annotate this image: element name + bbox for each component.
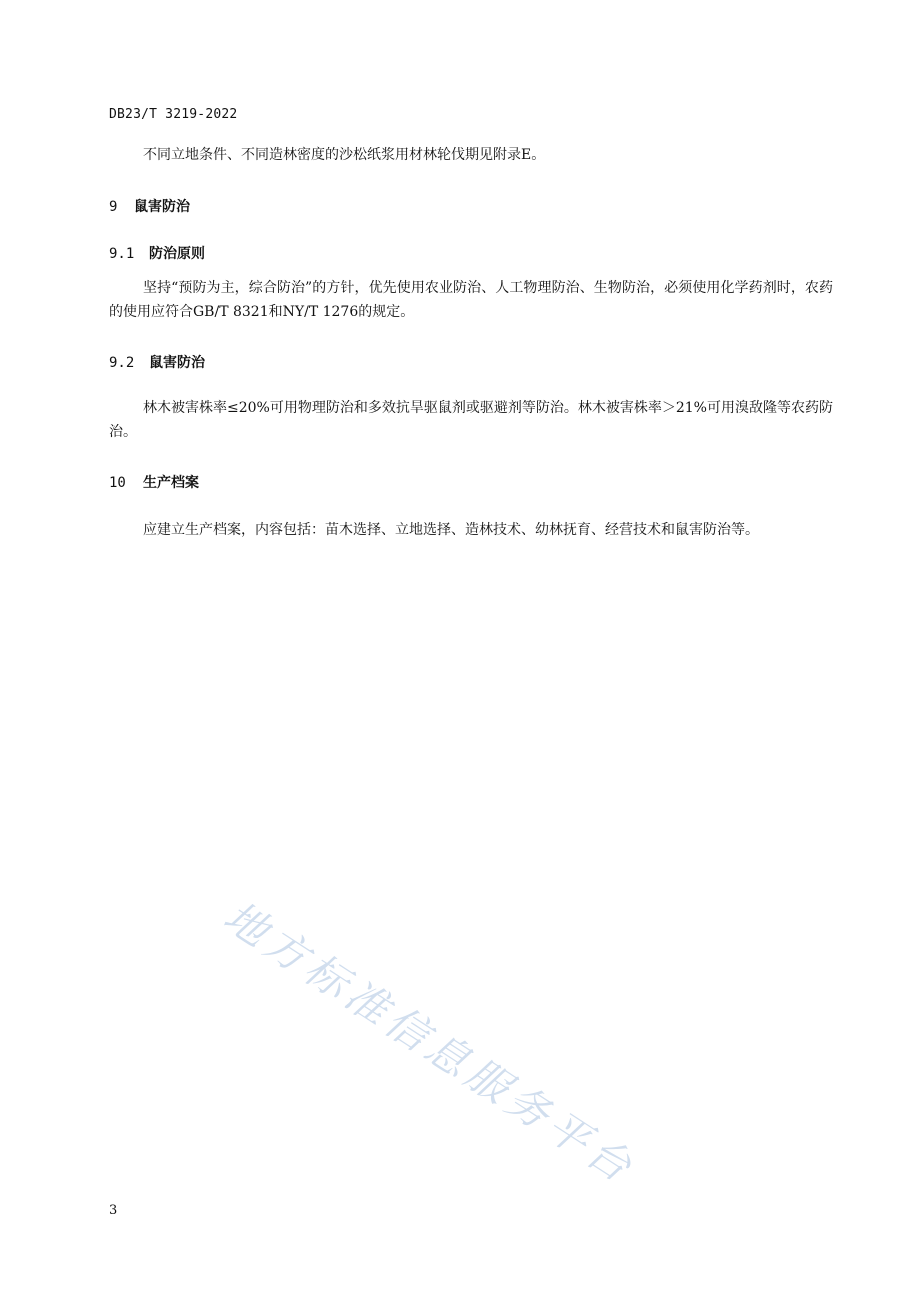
section-title: 生产档案: [143, 475, 199, 491]
paragraph-prevention-principle: 坚持“预防为主，综合防治”的方针，优先使用农业防治、人工物理防治、生物防治，必须使用化学药剂时，农药的使用应符合GB/T 8321和NY/T 1276的规定。: [109, 280, 833, 320]
paragraph-rodent-control: 林木被害株率≤20%可用物理防治和多效抗旱驱鼠剂或驱避剂等防治。林木被害株率＞21%可用溴敌隆等农药防治。: [109, 400, 833, 440]
section-heading-9-2: [109, 352, 205, 372]
section-number: 9: [109, 199, 118, 215]
section-heading-9: [109, 196, 190, 216]
watermark-text: 地方标准信息服务平台: [215, 891, 645, 1195]
paragraph-rotation-reference: 不同立地条件、不同造林密度的沙松纸浆用材林轮伐期见附录E。: [143, 147, 546, 163]
section-number: 10: [109, 475, 126, 491]
section-heading-10: [109, 472, 199, 492]
section-number: 9.1: [109, 246, 135, 262]
section-title: 鼠害防治: [149, 355, 205, 371]
page-number: 3: [109, 1203, 118, 1218]
paragraph-production-records: 应建立生产档案，内容包括：苗木选择、立地选择、造林技术、幼林抚育、经营技术和鼠害防治等。: [143, 522, 759, 538]
section-title: 防治原则: [149, 246, 205, 262]
section-number: 9.2: [109, 355, 135, 371]
section-title: 鼠害防治: [134, 199, 190, 215]
document-code: DB23/T 3219-2022: [109, 107, 238, 122]
section-heading-9-1: [109, 243, 205, 263]
